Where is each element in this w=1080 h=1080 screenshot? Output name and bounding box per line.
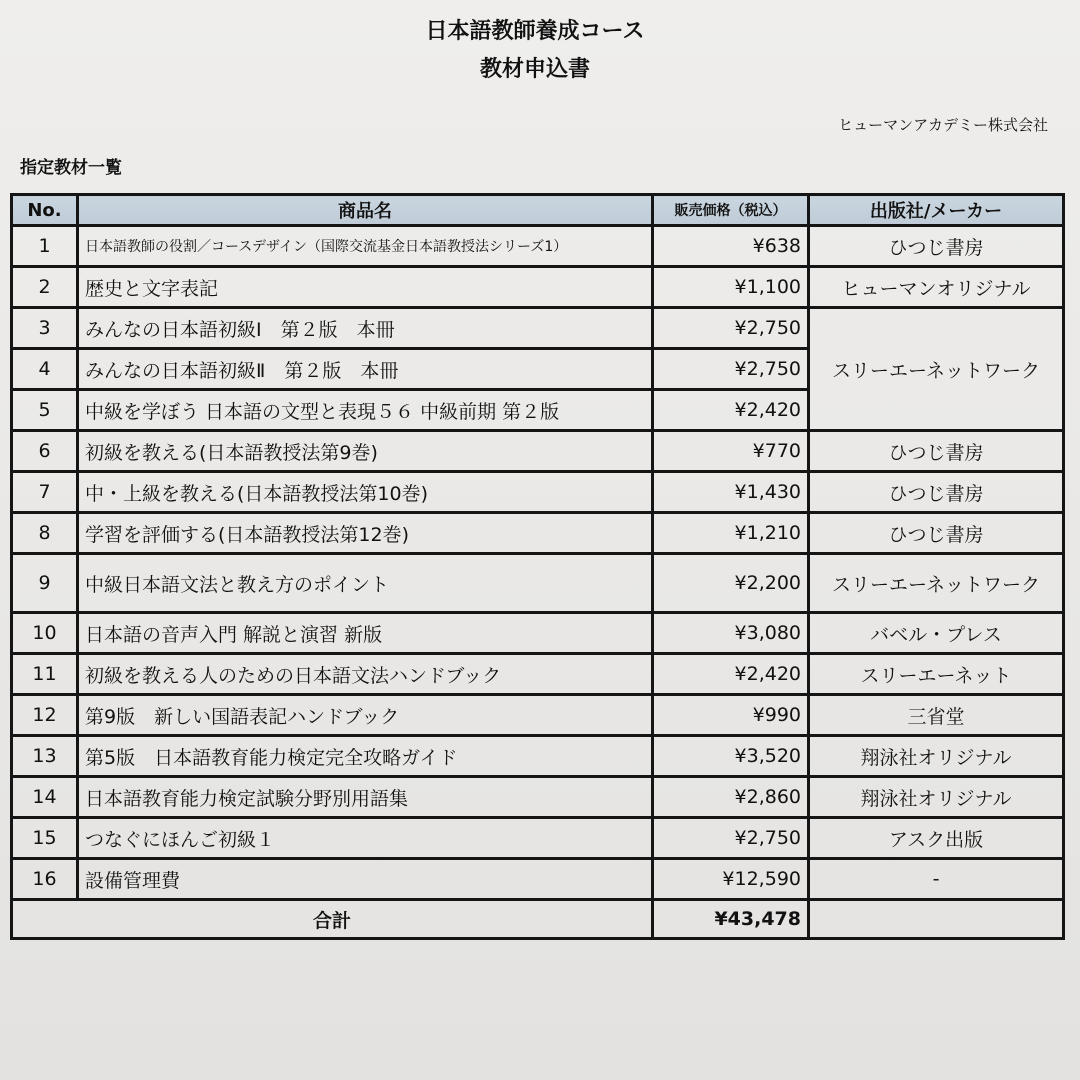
row-price: ¥3,520	[653, 736, 809, 777]
table-header-row	[12, 195, 1064, 226]
table-row	[12, 513, 1064, 554]
row-no: 8	[12, 513, 78, 554]
row-price: ¥3,080	[653, 613, 809, 654]
company-name: ヒューマンアカデミー株式会社	[838, 116, 1048, 134]
row-no: 3	[12, 308, 78, 349]
row-no: 6	[12, 431, 78, 472]
row-price: ¥2,420	[653, 654, 809, 695]
table-row	[12, 859, 1064, 900]
row-product-name: 日本語教育能力検定試験分野別用語集	[78, 777, 653, 818]
row-no: 12	[12, 695, 78, 736]
row-publisher: -	[809, 859, 1064, 900]
row-no: 1	[12, 226, 78, 267]
row-publisher: アスク出版	[809, 818, 1064, 859]
row-publisher: ひつじ書房	[809, 472, 1064, 513]
row-publisher: ひつじ書房	[809, 226, 1064, 267]
row-no: 16	[12, 859, 78, 900]
row-price: ¥990	[653, 695, 809, 736]
row-product-name: 初級を教える人のための日本語文法ハンドブック	[78, 654, 653, 695]
row-no: 7	[12, 472, 78, 513]
row-no: 9	[12, 554, 78, 613]
row-publisher: スリーエーネット	[809, 654, 1064, 695]
column-header-product: 商品名	[78, 195, 653, 226]
row-publisher-merged: スリーエーネットワーク	[809, 308, 1064, 431]
row-no: 15	[12, 818, 78, 859]
table-row	[12, 695, 1064, 736]
row-price: ¥2,860	[653, 777, 809, 818]
document-title: 日本語教師養成コース	[425, 19, 645, 44]
row-publisher: ひつじ書房	[809, 431, 1064, 472]
row-price: ¥12,590	[653, 859, 809, 900]
total-label: 合計	[12, 900, 653, 939]
table-row	[12, 308, 1064, 349]
row-publisher: 三省堂	[809, 695, 1064, 736]
row-publisher: ヒューマンオリジナル	[809, 267, 1064, 308]
row-product-name: 中級日本語文法と教え方のポイント	[78, 554, 653, 613]
total-publisher-empty	[809, 900, 1064, 939]
row-price: ¥1,210	[653, 513, 809, 554]
table-row	[12, 818, 1064, 859]
table-row	[12, 226, 1064, 267]
table-row	[12, 554, 1064, 613]
row-product-name: 日本語の音声入門 解説と演習 新版	[78, 613, 653, 654]
row-no: 2	[12, 267, 78, 308]
row-product-name: つなぐにほんご初級１	[78, 818, 653, 859]
table-row	[12, 431, 1064, 472]
row-product-name: 中・上級を教える(日本語教授法第10巻)	[78, 472, 653, 513]
row-publisher: スリーエーネットワーク	[809, 554, 1064, 613]
row-no: 11	[12, 654, 78, 695]
total-row	[12, 900, 1064, 939]
table-row	[12, 736, 1064, 777]
row-publisher: 翔泳社オリジナル	[809, 736, 1064, 777]
materials-table	[10, 193, 1065, 940]
row-product-name: 第5版 日本語教育能力検定完全攻略ガイド	[78, 736, 653, 777]
row-product-name: 初級を教える(日本語教授法第9巻)	[78, 431, 653, 472]
row-no: 13	[12, 736, 78, 777]
table-row	[12, 613, 1064, 654]
row-product-name: 日本語教師の役割／コースデザイン（国際交流基金日本語教授法シリーズ1）	[78, 226, 653, 267]
column-header-no: No.	[12, 195, 78, 226]
row-price: ¥2,200	[653, 554, 809, 613]
row-price: ¥1,430	[653, 472, 809, 513]
row-price: ¥770	[653, 431, 809, 472]
table-row	[12, 267, 1064, 308]
document-subtitle: 教材申込書	[479, 57, 590, 82]
row-price: ¥2,420	[653, 390, 809, 431]
total-price: ¥43,478	[653, 900, 809, 939]
row-product-name: みんなの日本語初級Ⅱ 第２版 本冊	[78, 349, 653, 390]
row-publisher: 翔泳社オリジナル	[809, 777, 1064, 818]
row-no: 10	[12, 613, 78, 654]
row-price: ¥2,750	[653, 308, 809, 349]
table-row	[12, 654, 1064, 695]
row-price: ¥2,750	[653, 818, 809, 859]
row-no: 4	[12, 349, 78, 390]
column-header-publisher: 出版社/メーカー	[809, 195, 1064, 226]
row-no: 5	[12, 390, 78, 431]
row-price: ¥1,100	[653, 267, 809, 308]
row-publisher: ひつじ書房	[809, 513, 1064, 554]
row-product-name: 第9版 新しい国語表記ハンドブック	[78, 695, 653, 736]
table-row	[12, 777, 1064, 818]
row-product-name: 歴史と文字表記	[78, 267, 653, 308]
row-price: ¥2,750	[653, 349, 809, 390]
row-publisher: バベル・プレス	[809, 613, 1064, 654]
row-product-name: 学習を評価する(日本語教授法第12巻)	[78, 513, 653, 554]
row-price: ¥638	[653, 226, 809, 267]
row-product-name: 中級を学ぼう 日本語の文型と表現５６ 中級前期 第２版	[78, 390, 653, 431]
row-no: 14	[12, 777, 78, 818]
column-header-price: 販売価格（税込）	[653, 195, 809, 226]
table-row	[12, 472, 1064, 513]
row-product-name: みんなの日本語初級Ⅰ 第２版 本冊	[78, 308, 653, 349]
row-product-name: 設備管理費	[78, 859, 653, 900]
section-title: 指定教材一覧	[20, 158, 122, 178]
